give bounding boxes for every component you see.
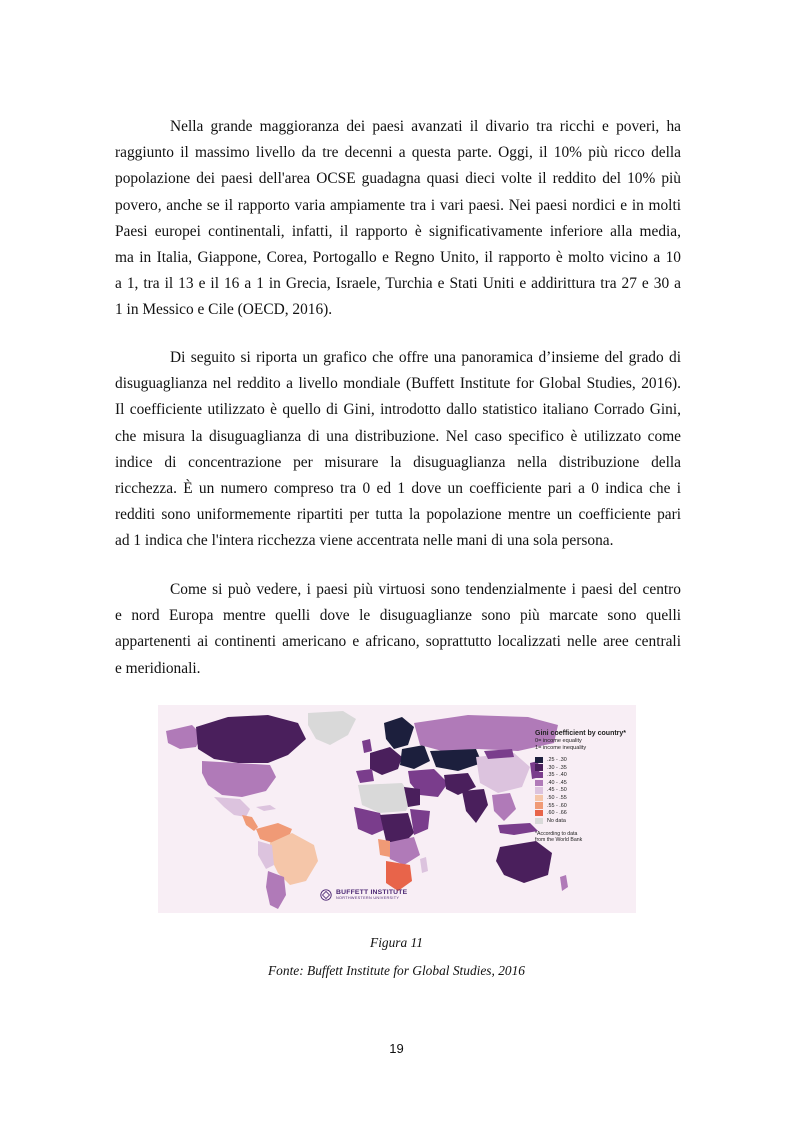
text-line: ma in Italia, Giappone, Corea, Portogallo e Regno Unito, il rapporto è molto vicino a 10 bbox=[115, 249, 681, 267]
text-line: popolazione dei paesi dell'area OCSE guadagna quasi dieci volte il reddito del 10% più bbox=[115, 170, 681, 188]
region-madagascar bbox=[420, 857, 428, 873]
region-canada bbox=[196, 715, 306, 763]
legend-subtitle-equality: 0= income equality bbox=[535, 738, 582, 744]
legend-swatch bbox=[535, 764, 543, 770]
text-line: che misura la disuguaglianza di una distribuzione. Nel caso specifico è utilizzato come bbox=[115, 427, 681, 445]
legend-label: .60 - .66 bbox=[547, 810, 567, 817]
legend-label: .35 - .40 bbox=[547, 772, 567, 779]
text-line: Paesi europei continentali, infatti, il rapporto è significativamente inferiore alla media, bbox=[115, 222, 681, 240]
legend-swatch bbox=[535, 780, 543, 786]
region-southeast-asia bbox=[492, 793, 516, 821]
legend-swatch bbox=[535, 795, 543, 801]
region-china bbox=[476, 753, 530, 793]
text-line: ad 1 indica che l'intera ricchezza viene accentrata nelle mani di una sola persona. bbox=[115, 532, 614, 550]
legend-label: .55 - .60 bbox=[547, 802, 567, 809]
legend-subtitle-inequality: 1= income inequality bbox=[535, 744, 587, 751]
legend-item bbox=[535, 787, 626, 795]
legend-label: .30 - .35 bbox=[547, 764, 567, 771]
gini-world-map-figure bbox=[158, 705, 636, 913]
text-line: a 1, tra il 13 e il 16 a 1 in Grecia, Israele, Turchia e Stati Uniti e addirittura tra 27 e 30 a bbox=[115, 275, 681, 293]
text-line: ricchezza. È un numero compreso tra 0 ed 1 dove un coefficiente pari a 0 indica che i bbox=[115, 480, 681, 498]
figure-caption-title: Figura 11 bbox=[370, 935, 423, 950]
paragraph-1 bbox=[115, 114, 681, 324]
legend-item bbox=[535, 756, 626, 764]
text-line: povero, anche se il rapporto varia ampiamente tra i vari paesi. Nei paesi nordici e in molti bbox=[115, 196, 681, 214]
legend-item bbox=[535, 779, 626, 787]
region-scandinavia bbox=[384, 717, 414, 749]
legend-title: Gini coefficient by country* bbox=[535, 730, 627, 737]
region-india bbox=[462, 789, 488, 823]
region-eastern-europe bbox=[400, 745, 430, 769]
buffett-logo-icon bbox=[320, 889, 332, 901]
region-usa bbox=[202, 761, 276, 797]
legend-item bbox=[535, 764, 626, 772]
region-iberia bbox=[356, 769, 374, 783]
region-greenland bbox=[308, 711, 356, 745]
legend-swatch bbox=[535, 818, 543, 824]
buffett-institute-logo bbox=[320, 889, 407, 901]
region-europe-west bbox=[370, 747, 402, 775]
legend-item bbox=[535, 771, 626, 779]
text-line: raggiunto il massimo livello da tre decenni a questa parte. Oggi, il 10% più ricco della bbox=[115, 144, 681, 162]
map-legend bbox=[535, 730, 626, 843]
page-number: 19 bbox=[389, 1041, 404, 1056]
legend-label: .45 - .50 bbox=[547, 787, 567, 794]
region-central-america bbox=[242, 815, 258, 831]
logo-name: BUFFETT INSTITUTE bbox=[336, 889, 408, 896]
text-line: Il coefficiente utilizzato è quello di Gini, introdotto dallo statistico italiano Corrado Gini, bbox=[115, 401, 681, 419]
region-indonesia bbox=[498, 823, 538, 835]
legend-items bbox=[535, 756, 626, 824]
legend-item bbox=[535, 809, 626, 817]
legend-label: No data bbox=[547, 817, 566, 824]
legend-swatch bbox=[535, 772, 543, 778]
text-line: appartenenti ai continenti americano e africano, soprattutto localizzati nelle aree centrali bbox=[115, 633, 681, 651]
legend-item bbox=[535, 802, 626, 810]
legend-label: .40 - .45 bbox=[547, 779, 567, 786]
legend-note-line-2: from the World Bank bbox=[535, 836, 583, 843]
region-uk bbox=[362, 739, 372, 753]
legend-note-line-1: *According to data bbox=[535, 830, 578, 837]
region-mexico bbox=[214, 797, 250, 817]
region-peru-bolivia bbox=[258, 841, 274, 869]
legend-note bbox=[535, 831, 595, 843]
paragraph-2 bbox=[115, 345, 681, 555]
text-line: e meridionali. bbox=[115, 659, 201, 677]
text-line: indice di concentrazione per misurare la disuguaglianza nella distribuzione della bbox=[115, 453, 681, 471]
region-australia bbox=[496, 841, 552, 883]
legend-item bbox=[535, 817, 626, 825]
legend-swatch bbox=[535, 787, 543, 793]
text-line: Nella grande maggioranza dei paesi avanzati il divario tra ricchi e poveri, ha bbox=[170, 118, 681, 135]
figure-caption-source: Fonte: Buffett Institute for Global Studies, 2016 bbox=[268, 963, 525, 978]
legend-swatch bbox=[535, 757, 543, 763]
legend-item bbox=[535, 794, 626, 802]
text-line: disuguaglianza nel reddito a livello mondiale (Buffett Institute for Global Studies, 2016). bbox=[115, 375, 681, 393]
region-north-africa bbox=[358, 783, 412, 813]
text-line: Di seguito si riporta un grafico che offre una panoramica d’insieme del grado di bbox=[170, 349, 681, 366]
paragraph-3 bbox=[115, 577, 681, 682]
region-new-zealand bbox=[560, 875, 568, 891]
legend-label: .25 - .30 bbox=[547, 756, 567, 763]
text-line: 1 in Messico e Cile (OECD, 2016). bbox=[115, 301, 333, 319]
region-southern-africa bbox=[386, 861, 412, 891]
region-southern-cone bbox=[266, 871, 286, 909]
region-angola bbox=[378, 839, 390, 857]
text-line: Come si può vedere, i paesi più virtuosi sono tendenzialmente i paesi del centro bbox=[170, 581, 681, 598]
logo-subtitle: NORTHWESTERN UNIVERSITY bbox=[336, 896, 400, 900]
legend-swatch bbox=[535, 810, 543, 816]
text-line: redditi sono uniformemente ripartiti per tutta la popolazione mentre un coefficiente pari bbox=[115, 506, 681, 524]
legend-label: .50 - .55 bbox=[547, 794, 567, 801]
region-central-asia bbox=[430, 749, 482, 771]
text-line: e nord Europa mentre quelli dove le disuguaglianze sono più marcate sono quelli bbox=[115, 607, 681, 625]
region-caribbean bbox=[256, 805, 276, 811]
legend-swatch bbox=[535, 802, 543, 808]
